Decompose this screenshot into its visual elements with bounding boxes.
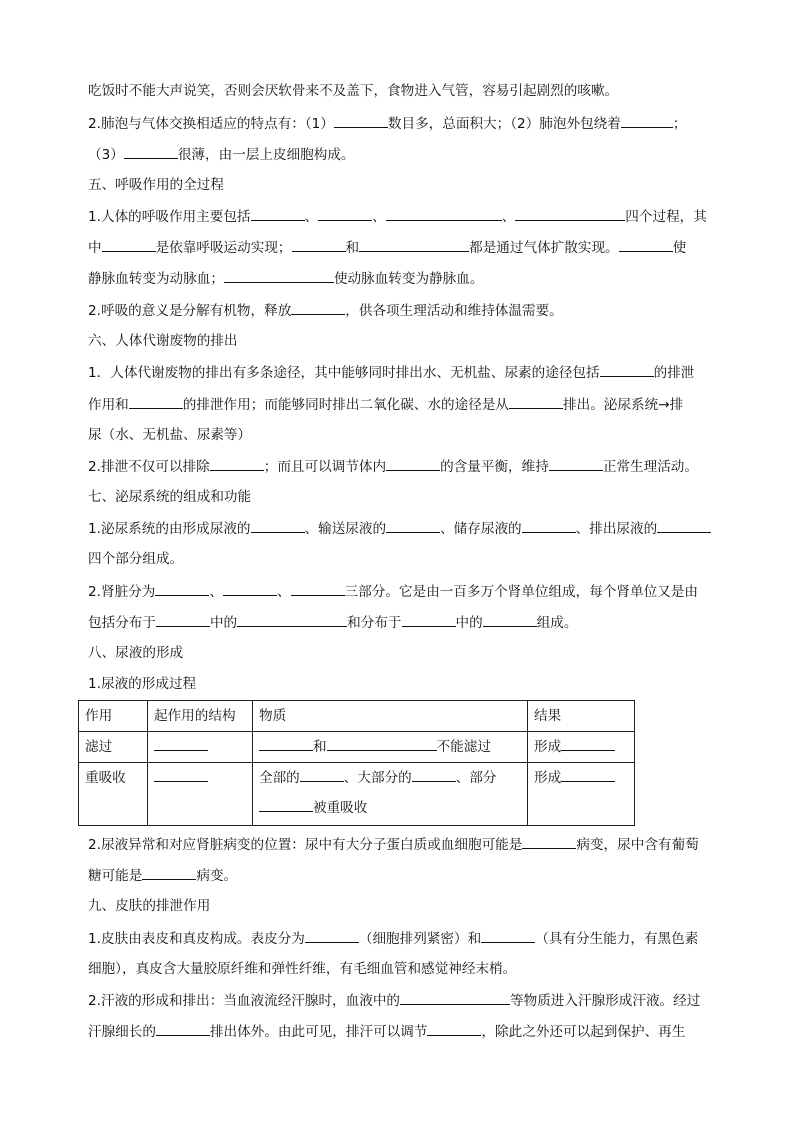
text: 的排泄 <box>653 365 695 381</box>
question-line <box>88 581 710 602</box>
section-heading <box>88 175 710 195</box>
answer-blank[interactable] <box>155 581 209 596</box>
text: ，供各项生理活动和维持体温需要。 <box>345 303 563 319</box>
text: 、 <box>501 209 516 225</box>
text: 三部分。它是由一百多万个肾单位组成，每个肾单位又是由 <box>344 584 698 600</box>
answer-blank[interactable] <box>237 612 347 627</box>
answer-blank[interactable] <box>481 928 535 943</box>
answer-blank[interactable] <box>522 834 576 849</box>
text: 、大部分的 <box>343 770 412 786</box>
table-cell <box>253 763 528 826</box>
text: 使动脉血转变为静脉血。 <box>333 271 484 287</box>
question-line <box>88 612 710 633</box>
answer-blank[interactable] <box>412 767 456 782</box>
heading-text: 六、人体代谢废物的排出 <box>88 333 238 349</box>
text: ；而且可以调节体内 <box>263 459 387 475</box>
table-cell: 滤过 <box>79 732 148 763</box>
text: 、排出尿液的 <box>575 521 658 537</box>
text: 数目多，总面积大；（2）肺泡外包绕着 <box>387 116 621 132</box>
text: 2.肺泡与气体交换相适应的特点有：（1） <box>88 116 334 132</box>
text: 中的 <box>455 615 483 631</box>
text: 的含量平衡，维持 <box>440 459 549 475</box>
answer-blank[interactable] <box>292 237 346 252</box>
table-cell <box>148 732 253 763</box>
text: 的排泄作用；而能够同时排出二氧化碳、水的途径是从 <box>182 397 510 413</box>
answer-blank[interactable] <box>224 268 334 283</box>
text: 1.人体的呼吸作用主要包括 <box>88 209 251 225</box>
text-line <box>88 549 710 569</box>
answer-blank[interactable] <box>318 206 372 221</box>
table-cell: 重吸收 <box>79 763 148 826</box>
text: 、 <box>276 584 291 600</box>
answer-blank[interactable] <box>386 518 440 533</box>
table-header-cell: 起作用的结构 <box>148 701 253 732</box>
answer-blank[interactable] <box>251 518 305 533</box>
question-line <box>88 113 710 134</box>
text: 1.皮肤由表皮和真皮构成。表皮分为 <box>88 931 305 947</box>
answer-blank[interactable] <box>154 767 208 782</box>
text-line <box>88 425 710 445</box>
text: 病变，尿中含有葡萄 <box>576 837 699 853</box>
answer-blank[interactable] <box>386 456 440 471</box>
heading-text: 七、泌尿系统的组成和功能 <box>88 489 252 505</box>
table-header-cell: 物质 <box>253 701 528 732</box>
answer-blank[interactable] <box>291 581 345 596</box>
answer-blank[interactable] <box>223 581 277 596</box>
text: 四个部分组成。 <box>88 551 184 567</box>
table-cell <box>253 732 528 763</box>
text: 形成 <box>534 770 562 786</box>
table-cell <box>148 763 253 826</box>
answer-blank[interactable] <box>561 736 615 751</box>
answer-blank[interactable] <box>291 300 345 315</box>
text: 四个过程，其 <box>625 209 707 225</box>
text: 是依靠呼吸运动实现； <box>155 240 292 256</box>
table-row <box>79 732 635 763</box>
heading-text: 八、尿液的形成 <box>88 645 184 661</box>
answer-blank[interactable] <box>300 767 344 782</box>
question-line <box>88 206 710 227</box>
text: 汗腺细长的 <box>88 1024 156 1040</box>
text: 和分布于 <box>347 615 402 631</box>
table-header-cell: 结果 <box>528 701 635 732</box>
table-cell <box>528 763 635 826</box>
text: 形成 <box>534 739 562 755</box>
question-line <box>88 834 710 855</box>
text: 吃饭时不能大声说笑，否则会厌软骨来不及盖下，食物进入气管，容易引起剧烈的咳嗽。 <box>88 83 619 99</box>
text: 2.肾脏分为 <box>88 584 156 600</box>
answer-blank[interactable] <box>259 736 313 751</box>
answer-blank[interactable] <box>156 612 210 627</box>
heading-text: 五、呼吸作用的全过程 <box>88 177 224 193</box>
answer-blank[interactable] <box>561 767 615 782</box>
text: 1.泌尿系统的由形成尿液的 <box>88 521 251 537</box>
question-line <box>88 237 710 258</box>
text: 、 <box>372 209 386 225</box>
answer-blank[interactable] <box>102 237 156 252</box>
text-line <box>88 81 710 101</box>
section-heading <box>88 487 710 507</box>
section-heading <box>88 643 710 663</box>
text: 使 <box>672 240 687 256</box>
question-line <box>88 362 710 383</box>
text: 全部的 <box>259 770 300 786</box>
text: 、部分 <box>455 770 497 786</box>
text: 排出体外。由此可见，排汗可以调节 <box>209 1024 428 1040</box>
text: 不能滤过 <box>436 739 491 755</box>
answer-blank[interactable] <box>124 144 178 159</box>
answer-blank[interactable] <box>549 456 603 471</box>
text: 组成。 <box>536 615 578 631</box>
text: 、 <box>209 584 223 600</box>
answer-blank[interactable] <box>154 736 208 751</box>
text: 、输送尿液的 <box>304 521 387 537</box>
answer-blank[interactable] <box>251 206 305 221</box>
answer-blank[interactable] <box>210 456 264 471</box>
question-line <box>88 300 710 321</box>
table-cell <box>528 732 635 763</box>
question-line <box>88 144 710 165</box>
text: 1．人体代谢废物的排出有多条途径，其中能够同时排出水、无机盐、尿素的途径包括 <box>88 365 600 381</box>
answer-blank[interactable] <box>156 1021 210 1036</box>
text: 2.汗液的形成和排出：当血液流经汗腺时，血液中的 <box>88 993 401 1009</box>
question-line <box>88 990 710 1011</box>
answer-blank[interactable] <box>621 113 673 128</box>
question-line <box>88 518 710 539</box>
answer-blank[interactable] <box>334 113 388 128</box>
answer-blank[interactable] <box>400 990 510 1005</box>
question-line <box>88 268 710 289</box>
text: 中的 <box>209 615 238 631</box>
answer-blank[interactable] <box>522 518 576 533</box>
text: 尿（水、无机盐、尿素等） <box>88 427 252 443</box>
text-line <box>88 674 710 694</box>
answer-blank[interactable] <box>600 362 654 377</box>
text: 等物质进入汗腺形成汗液。经过 <box>510 993 701 1009</box>
text: 细胞），真皮含大量胶原纤维和弹性纤维，有毛细血管和感觉神经末梢。 <box>88 961 517 977</box>
heading-text: 九、皮肤的排泄作用 <box>88 898 211 914</box>
answer-blank[interactable] <box>305 928 359 943</box>
text: 糖可能是 <box>88 868 143 884</box>
text: 、储存尿液的 <box>440 521 522 537</box>
table-header-row <box>79 701 635 732</box>
text: 和 <box>313 739 327 755</box>
text: 1.尿液的形成过程 <box>88 676 197 692</box>
answer-blank[interactable] <box>509 394 563 409</box>
text: 作用和 <box>88 397 129 413</box>
answer-blank[interactable] <box>619 237 673 252</box>
answer-blank[interactable] <box>515 206 625 221</box>
text: 、 <box>304 209 319 225</box>
question-line <box>88 394 710 415</box>
question-line <box>88 865 710 886</box>
text: ，除此之外还可以起到保护、再生 <box>481 1024 686 1040</box>
text: 排出。泌尿系统→排 <box>563 397 684 413</box>
answer-blank[interactable] <box>386 206 502 221</box>
answer-blank[interactable] <box>327 736 437 751</box>
urine-formation-table <box>78 700 635 826</box>
answer-blank[interactable] <box>359 237 469 252</box>
text: 2.呼吸的意义是分解有机物，释放 <box>88 303 292 319</box>
text: （具有分生能力，有黑色素 <box>535 931 699 947</box>
answer-blank[interactable] <box>142 865 196 880</box>
text: 很薄，由一层上皮细胞构成。 <box>177 147 355 163</box>
answer-blank[interactable] <box>259 797 313 812</box>
text: ； <box>672 116 687 132</box>
question-line <box>88 928 710 949</box>
text: 包括分布于 <box>88 615 156 631</box>
text: 被重吸收 <box>313 800 368 816</box>
question-line <box>88 1021 710 1042</box>
text: 病变。 <box>196 868 238 884</box>
question-line <box>88 456 710 477</box>
answer-blank[interactable] <box>657 518 711 533</box>
answer-blank[interactable] <box>129 394 183 409</box>
answer-blank[interactable] <box>483 612 537 627</box>
text: 正常生理活动。 <box>602 459 698 475</box>
text-line <box>88 959 710 979</box>
table-header-cell: 作用 <box>79 701 148 732</box>
section-heading <box>88 896 710 916</box>
text: （细胞排列紧密）和 <box>358 931 482 947</box>
text: 2.排泄不仅可以排除 <box>88 459 210 475</box>
text: 静脉血转变为动脉血； <box>88 271 224 287</box>
table-row <box>79 763 635 826</box>
text: 2.尿液异常和对应肾脏病变的位置：尿中有大分子蛋白质或血细胞可能是 <box>88 837 523 853</box>
section-heading <box>88 331 710 351</box>
text: 都是通过气体扩散实现。 <box>469 240 619 256</box>
text: 中 <box>88 240 102 256</box>
text: 和 <box>345 240 360 256</box>
answer-blank[interactable] <box>427 1021 481 1036</box>
text: （3） <box>88 147 124 163</box>
answer-blank[interactable] <box>402 612 456 627</box>
